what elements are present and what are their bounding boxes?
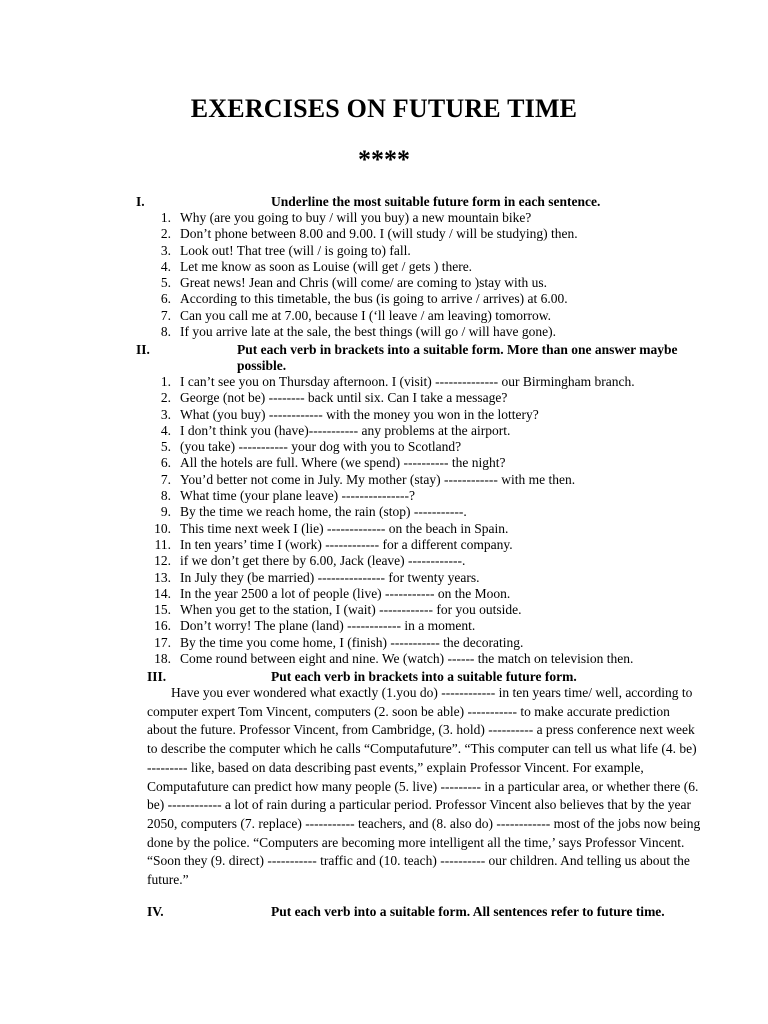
list-item — [143, 537, 713, 553]
item-number: 11. — [154, 536, 171, 552]
item-number: 9. — [160, 504, 171, 520]
item-text: You’d better not come in July. My mother (stay) ------------ with me then. — [180, 471, 576, 487]
title-separator: **** — [358, 145, 410, 174]
item-text: I don’t think you (have)----------- any problems at the airport. — [180, 422, 511, 438]
item-number: 3. — [160, 242, 171, 258]
item-number: 2. — [160, 226, 171, 242]
item-number: 14. — [154, 585, 171, 601]
section-2-heading: Put each verb in brackets into a suitable form. More than one answer maybe possible. — [237, 342, 678, 373]
list-item — [143, 374, 713, 390]
list-item — [143, 635, 713, 651]
list-item — [143, 488, 713, 504]
page-title: EXERCISES ON FUTURE TIME — [190, 94, 578, 123]
list-item — [143, 259, 703, 275]
item-text: By the time we reach home, the rain (stop) -----------. — [180, 504, 467, 520]
item-text: If you arrive late at the sale, the best things (will go / will have gone). — [180, 324, 557, 340]
item-number: 15. — [154, 602, 171, 618]
list-item — [143, 521, 713, 537]
item-text: When you get to the station, I (wait) ------------ for you outside. — [180, 602, 522, 618]
section-3-paragraph: Have you ever wondered what exactly (1.you do) ------------ in ten years time/ well, according to computer expert Tom Vincent, computers (2. soon be able) ----------- to make accurate prediction about the future. Professor Vincent, from Cambridge, (3. hold) ---------- a press conference next week to describe the computer which he calls “Computafuture”. “This computer can tell us what life (4. be) --------- like, based on data describing past events,” explain Professor Vincent. For example, Computafuture can predict how many people (5. live) --------- in a particular area, or whether there (6. be) ------------ a lot of rain during a particular period. Professor Vincent also believes that by the year 2050, computers (7. replace) ----------- teachers, and (8. also do) ------------ most of the jobs now being done by the police. “Computers are becoming more intelligent all the time,’ says Professor Vincent. “Soon they (9. direct) ----------- traffic and (10. teach) ---------- our children. And telling us about the future.” — [147, 685, 701, 888]
item-text: Look out! That tree (will / is going to) fall. — [180, 242, 411, 258]
item-text: What time (your plane leave) ---------------? — [180, 488, 415, 504]
list-item — [143, 210, 703, 226]
list-item — [143, 324, 703, 340]
item-number: 6. — [160, 455, 171, 471]
item-text: Why (are you going to buy / will you buy) a new mountain bike? — [180, 210, 532, 225]
list-item — [143, 472, 713, 488]
list-item — [143, 291, 703, 307]
item-text: George (not be) -------- back until six. Can I take a message? — [180, 390, 508, 406]
item-text: I can’t see you on Thursday afternoon. I (visit) -------------- our Birmingham branch. — [180, 374, 635, 389]
item-text: Can you call me at 7.00, because I (‘ll leave / am leaving) tomorrow. — [180, 307, 551, 323]
list-item — [143, 439, 713, 455]
item-text: In the year 2500 a lot of people (live) ----------- on the Moon. — [180, 585, 511, 601]
item-text: Don’t worry! The plane (land) ------------ in a moment. — [180, 618, 476, 634]
item-number: 7. — [160, 471, 171, 487]
item-number: 16. — [154, 618, 171, 634]
item-text: if we don’t get there by 6.00, Jack (leave) ------------. — [180, 553, 466, 569]
item-number: 3. — [160, 406, 171, 422]
item-text: Let me know as soon as Louise (will get / gets ) there. — [180, 258, 473, 274]
list-item — [143, 504, 713, 520]
item-text: In July they (be married) --------------- for twenty years. — [180, 569, 480, 585]
list-item — [143, 423, 713, 439]
item-text: Great news! Jean and Chris (will come/ are coming to )stay with us. — [180, 275, 548, 291]
section-2-number: II. — [136, 342, 150, 357]
list-item — [143, 651, 713, 667]
list-item — [143, 618, 713, 634]
item-text: By the time you come home, I (finish) ----------- the decorating. — [180, 634, 524, 650]
item-number: 17. — [154, 634, 171, 650]
list-item — [143, 275, 703, 291]
list-item — [143, 586, 713, 602]
item-number: 5. — [160, 439, 171, 455]
item-number: 4. — [160, 422, 171, 438]
list-item — [143, 308, 703, 324]
item-number: 8. — [160, 488, 171, 504]
item-text: What (you buy) ------------ with the money you won in the lottery? — [180, 406, 539, 422]
item-text: All the hotels are full. Where (we spend) ---------- the night? — [180, 455, 506, 471]
list-item — [143, 570, 713, 586]
item-number: 12. — [154, 553, 171, 569]
list-item — [143, 602, 713, 618]
item-number: 4. — [160, 258, 171, 274]
section-4-heading: Put each verb into a suitable form. All sentences refer to future time. — [271, 904, 665, 919]
item-number: 13. — [154, 569, 171, 585]
item-text: This time next week I (lie) ------------- on the beach in Spain. — [180, 520, 509, 536]
item-number: 8. — [160, 324, 171, 340]
section-1-number: I. — [136, 194, 145, 209]
item-text: Don’t phone between 8.00 and 9.00. I (will study / will be studying) then. — [180, 226, 578, 242]
section-3-number: III. — [147, 669, 167, 684]
section-1-list — [143, 210, 703, 340]
list-item — [143, 553, 713, 569]
item-text: In ten years’ time I (work) ------------ for a different company. — [180, 536, 513, 552]
item-number: 10. — [154, 520, 171, 536]
item-number: 1. — [160, 374, 171, 389]
item-number: 18. — [154, 651, 171, 667]
list-item — [143, 243, 703, 259]
item-number: 5. — [160, 275, 171, 291]
section-1-heading: Underline the most suitable future form in each sentence. — [271, 194, 601, 209]
item-text: (you take) ----------- your dog with you to Scotland? — [180, 439, 462, 455]
section-4-number: IV. — [147, 904, 164, 919]
item-text: According to this timetable, the bus (is going to arrive / arrives) at 6.00. — [180, 291, 568, 307]
item-number: 1. — [160, 210, 171, 225]
item-number: 2. — [160, 390, 171, 406]
item-number: 7. — [160, 307, 171, 323]
list-item — [143, 407, 713, 423]
list-item — [143, 455, 713, 471]
list-item — [143, 226, 703, 242]
item-text: Come round between eight and nine. We (watch) ------ the match on television then. — [180, 651, 634, 667]
section-3-heading: Put each verb in brackets into a suitable future form. — [271, 669, 577, 684]
section-2-list — [143, 374, 713, 667]
item-number: 6. — [160, 291, 171, 307]
list-item — [143, 390, 713, 406]
